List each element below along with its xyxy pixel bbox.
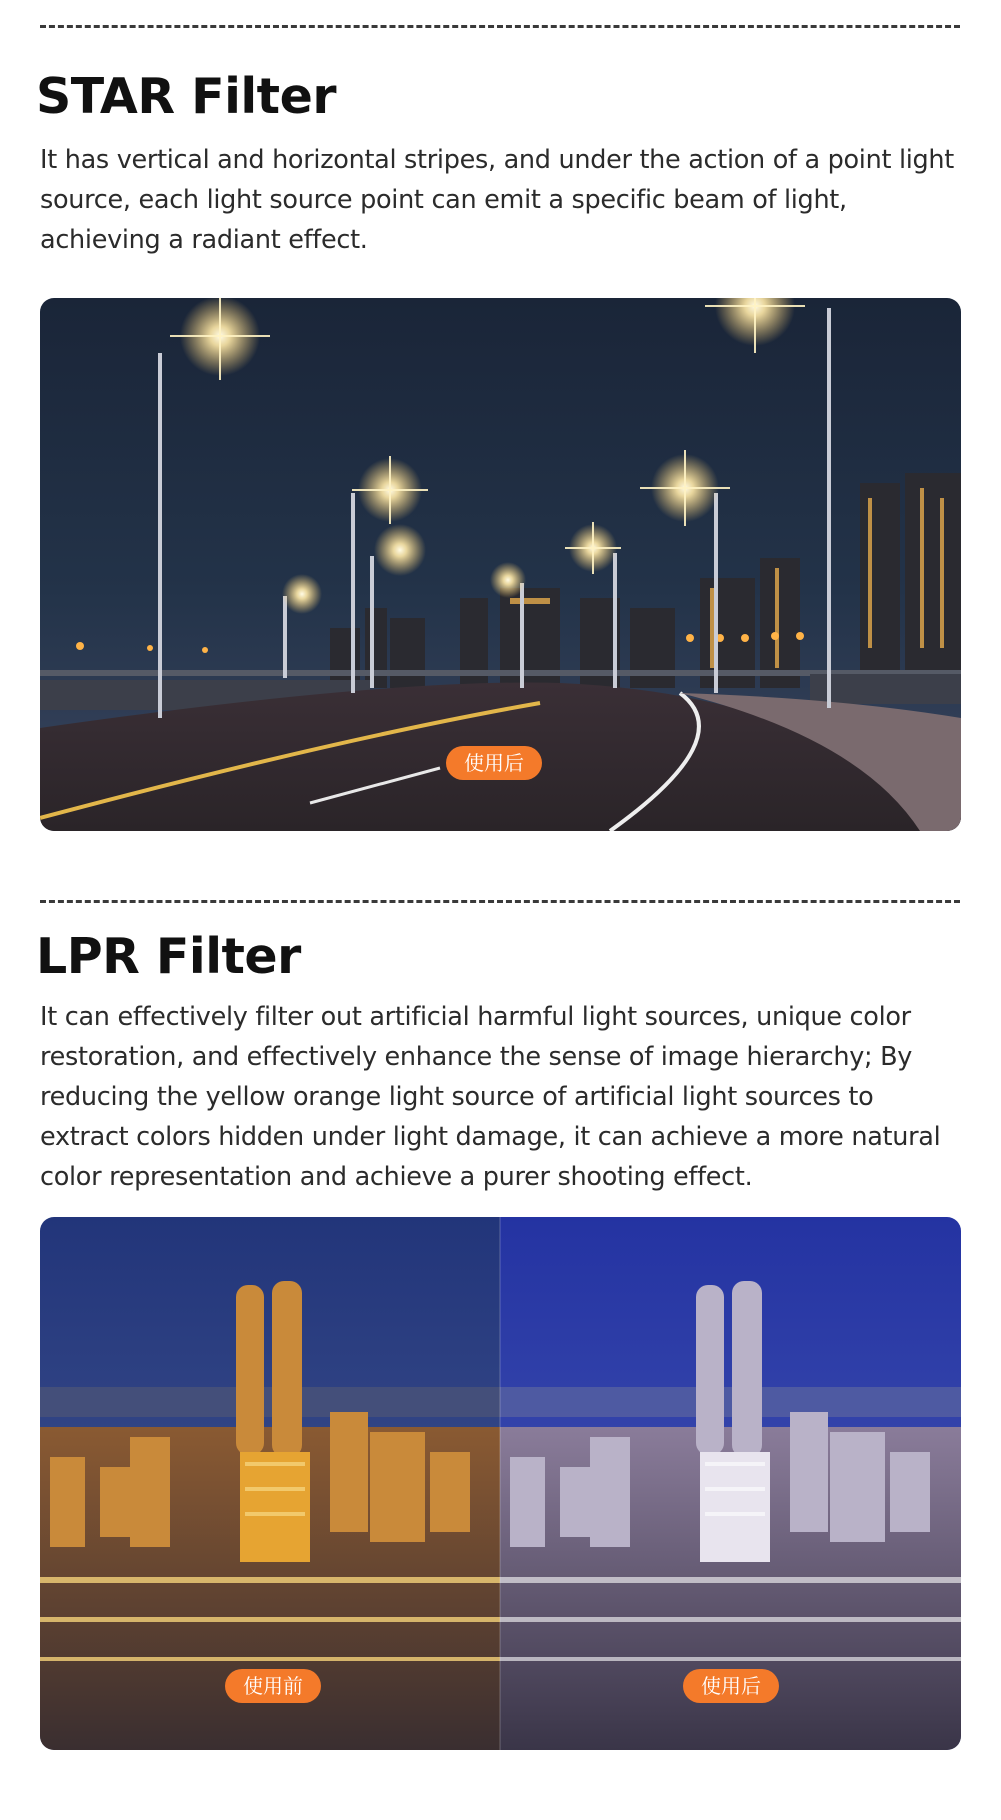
section-divider-middle	[40, 900, 960, 903]
before-use-badge: 使用前	[225, 1669, 321, 1703]
city-comparison-illustration	[40, 1217, 961, 1750]
lpr-filter-description: It can effectively filter out artificial harmful light sources, unique color restoration, and effectively enhance the sense of image hierarchy; By reducing the yellow orange light source of artificial light sources to extract colors hidden under light damage, it can achieve a more natural color representation and achieve a purer shooting effect.	[40, 1002, 941, 1192]
after-use-badge: 使用后	[446, 746, 542, 780]
star-filter-title: STAR Filter	[36, 68, 337, 125]
lpr-filter-title: LPR Filter	[36, 928, 301, 985]
after-use-badge: 使用后	[683, 1669, 779, 1703]
lpr-filter-comparison-photo	[40, 1217, 961, 1750]
star-filter-description: It has vertical and horizontal stripes, and under the action of a point light source, each light source point can emit a specific beam of light, achieving a radiant effect.	[40, 145, 954, 255]
star-filter-photo	[40, 298, 961, 831]
section-divider-top	[40, 25, 960, 28]
